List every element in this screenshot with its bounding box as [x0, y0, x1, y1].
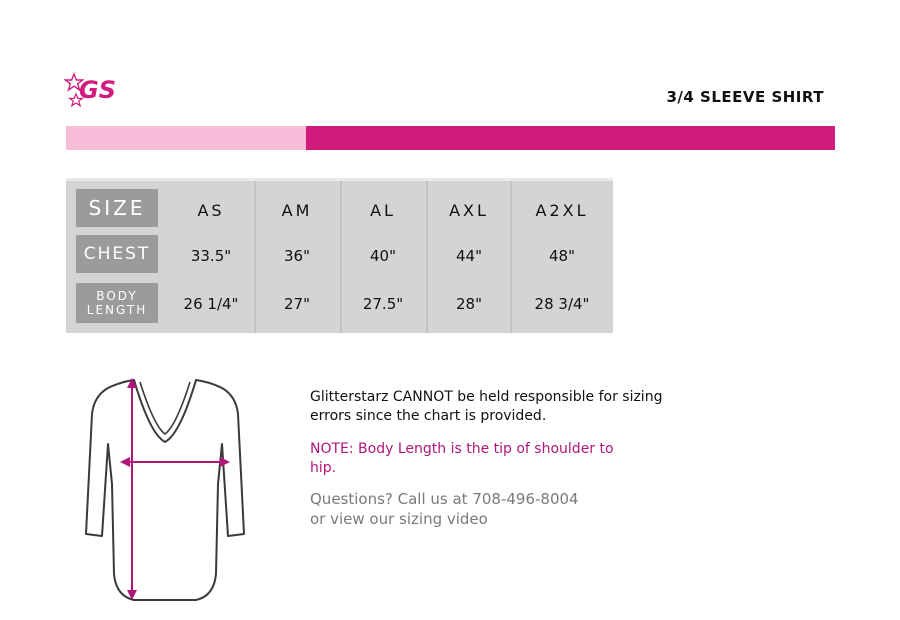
gs-star-logo-icon: [64, 72, 116, 116]
body-length-value-a2xl: 28 3/4": [534, 295, 590, 313]
header-band-dark: [306, 126, 835, 150]
chest-value-as: 33.5": [190, 247, 232, 265]
chest-value-am: 36": [284, 247, 310, 265]
size-header-am: AM: [281, 201, 313, 220]
sizing-video-line: or view our sizing video: [310, 510, 488, 528]
body-length-value-axl: 28": [456, 295, 482, 313]
row-label-body-line2: LENGTH: [86, 303, 148, 317]
body-length-value-as: 26 1/4": [183, 295, 239, 313]
body-length-value-al: 27.5": [362, 295, 404, 313]
chest-value-a2xl: 48": [549, 247, 575, 265]
size-header-a2xl: A2XL: [535, 201, 589, 220]
contact-phone-line: Questions? Call us at 708-496-8004: [310, 490, 579, 508]
product-title: 3/4 SLEEVE SHIRT: [666, 88, 824, 106]
row-label-body-line1: BODY: [96, 289, 138, 303]
chest-value-axl: 44": [456, 247, 482, 265]
size-header-al: AL: [370, 201, 396, 220]
chest-value-al: 40": [370, 247, 396, 265]
header-band-light: [66, 126, 306, 150]
logo-text: GS: [79, 76, 116, 104]
row-label-chest: CHEST: [76, 235, 158, 273]
row-label-size: SIZE: [76, 189, 158, 227]
body-length-note: NOTE: Body Length is the tip of shoulder to hip.: [310, 441, 614, 476]
contact-questions: [310, 489, 650, 529]
row-label-body-length: [76, 283, 158, 323]
sizing-disclaimer: Glitterstarz CANNOT be held responsible for sizing errors since the chart is provided.: [310, 389, 663, 424]
brand-logo: [64, 72, 116, 116]
body-length-value-am: 27": [284, 295, 310, 313]
size-header-as: AS: [197, 201, 225, 220]
size-chart-table: [66, 178, 613, 333]
shirt-measurement-diagram-icon: [80, 374, 250, 604]
size-header-axl: AXL: [449, 201, 489, 220]
